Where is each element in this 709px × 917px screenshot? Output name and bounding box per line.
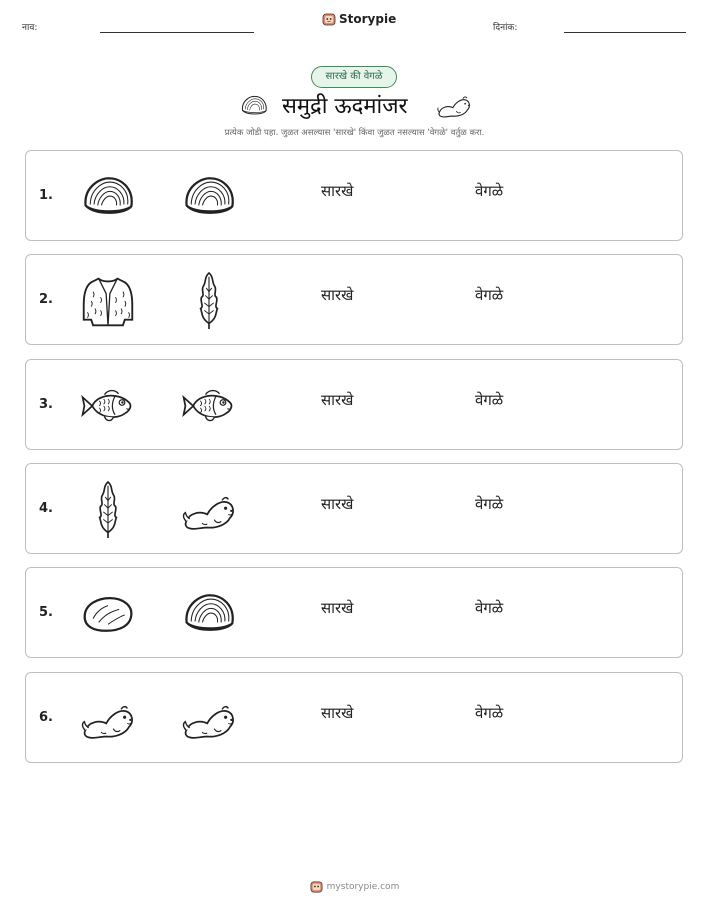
row-number: 5. xyxy=(39,605,53,620)
row-number: 2. xyxy=(39,292,53,307)
fish-icon xyxy=(80,378,136,434)
sea-otter-icon xyxy=(181,482,237,538)
exercise-row xyxy=(25,463,683,554)
different-option[interactable]: वेगळे xyxy=(475,704,504,722)
instructions: प्रत्येक जोडी पहा. जुळत असल्यास 'सारखे' किंवा जुळत नसल्यास 'वेगळे' वर्तुळ करा. xyxy=(224,128,485,138)
fur-coat-icon xyxy=(80,273,136,329)
exercise-row xyxy=(25,567,683,658)
clam-icon xyxy=(181,169,237,225)
brand-logo xyxy=(322,12,396,26)
sea-otter-icon xyxy=(80,691,136,747)
worksheet-type-tag: सारखे की वेगळे xyxy=(311,66,397,88)
clam-icon xyxy=(238,94,270,118)
different-option[interactable]: वेगळे xyxy=(475,599,504,617)
brand-name: Storypie xyxy=(339,12,397,26)
kelp-icon xyxy=(181,273,237,329)
same-option[interactable]: सारखे xyxy=(321,182,354,200)
fish-icon xyxy=(181,378,237,434)
sea-otter-icon xyxy=(436,92,472,120)
kelp-icon xyxy=(80,482,136,538)
title-row xyxy=(0,88,709,124)
different-option[interactable]: वेगळे xyxy=(475,495,504,513)
storypie-mascot-icon xyxy=(322,12,336,26)
different-option[interactable]: वेगळे xyxy=(475,182,504,200)
same-option[interactable]: सारखे xyxy=(321,286,354,304)
different-option[interactable]: वेगळे xyxy=(475,286,504,304)
same-option[interactable]: सारखे xyxy=(321,391,354,409)
sea-otter-icon xyxy=(181,691,237,747)
name-label: नाव: xyxy=(22,23,38,33)
row-number: 4. xyxy=(39,501,53,516)
date-label: दिनांक: xyxy=(493,23,518,33)
row-number: 6. xyxy=(39,710,53,725)
row-number: 1. xyxy=(39,188,53,203)
exercise-row xyxy=(25,672,683,763)
same-option[interactable]: सारखे xyxy=(321,495,354,513)
rock-icon xyxy=(80,586,136,642)
footer xyxy=(0,880,709,893)
row-number: 3. xyxy=(39,397,53,412)
worksheet-title: समुद्री ऊदमांजर xyxy=(282,94,408,119)
different-option[interactable]: वेगळे xyxy=(475,391,504,409)
same-option[interactable]: सारखे xyxy=(321,704,354,722)
clam-icon xyxy=(181,586,237,642)
footer-site: mystorypie.com xyxy=(326,881,400,892)
storypie-mascot-icon xyxy=(310,880,323,893)
clam-icon xyxy=(80,169,136,225)
date-line[interactable] xyxy=(564,32,686,33)
exercise-row xyxy=(25,359,683,450)
exercise-row xyxy=(25,150,683,241)
same-option[interactable]: सारखे xyxy=(321,599,354,617)
name-line[interactable] xyxy=(100,32,254,33)
exercise-row xyxy=(25,254,683,345)
